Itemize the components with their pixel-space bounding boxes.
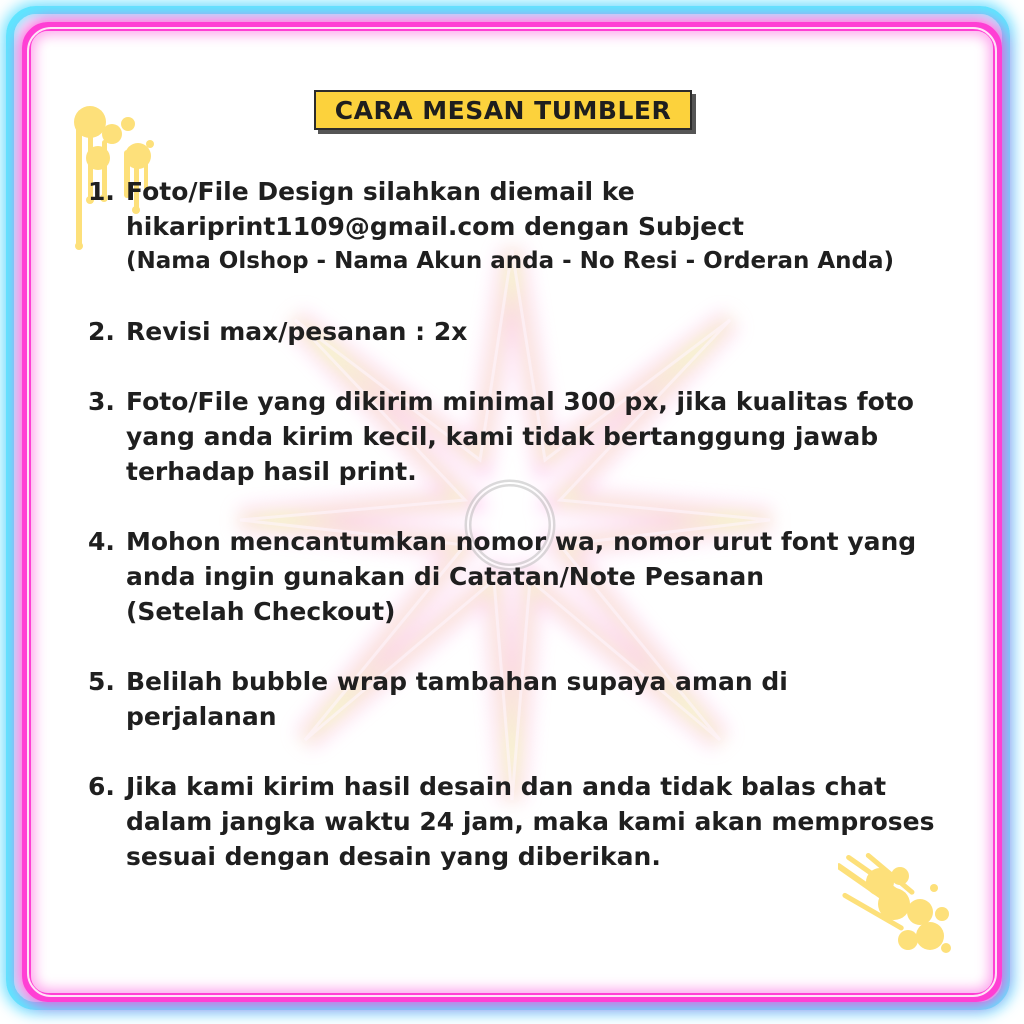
step-line: Revisi max/pesanan : 2x [126, 317, 468, 346]
list-item [88, 314, 968, 349]
step-line: (Setelah Checkout) [126, 597, 396, 626]
step-text [126, 524, 968, 629]
step-line: hikariprint1109@gmail.com dengan Subject [126, 212, 744, 241]
list-item [88, 664, 968, 734]
title-banner [314, 90, 692, 130]
step-number: 3. [88, 387, 115, 416]
step-number: 2. [88, 317, 115, 346]
step-line: yang anda kirim kecil, kami tidak bertanggung jawab [126, 422, 879, 451]
steps-list [88, 174, 968, 874]
step-line: Foto/File yang dikirim minimal 300 px, jika kualitas foto [126, 387, 914, 416]
step-line: anda ingin gunakan di Catatan/Note Pesanan [126, 562, 764, 591]
step-text [126, 314, 968, 349]
step-line: perjalanan [126, 702, 277, 731]
step-text [126, 174, 968, 279]
step-text [126, 664, 968, 734]
step-line: dalam jangka waktu 24 jam, maka kami akan memproses [126, 807, 935, 836]
page-title: CARA MESAN TUMBLER [334, 95, 672, 125]
step-line: Belilah bubble wrap tambahan supaya aman di [126, 667, 788, 696]
list-item [88, 174, 968, 279]
step-number: 5. [88, 667, 115, 696]
step-number: 6. [88, 772, 115, 801]
step-line: (Nama Olshop - Nama Akun anda - No Resi - Orderan Anda) [126, 248, 895, 274]
list-item [88, 769, 968, 874]
step-number: 1. [88, 177, 115, 206]
step-number: 4. [88, 527, 115, 556]
step-line: Jika kami kirim hasil desain dan anda tidak balas chat [126, 772, 887, 801]
list-item [88, 384, 968, 489]
step-line: Foto/File Design silahkan diemail ke [126, 177, 635, 206]
step-line: sesuai dengan desain yang diberikan. [126, 842, 661, 871]
step-text [126, 384, 968, 489]
step-line: Mohon mencantumkan nomor wa, nomor urut font yang [126, 527, 917, 556]
step-text [126, 769, 968, 874]
list-item [88, 524, 968, 629]
step-line: terhadap hasil print. [126, 457, 417, 486]
